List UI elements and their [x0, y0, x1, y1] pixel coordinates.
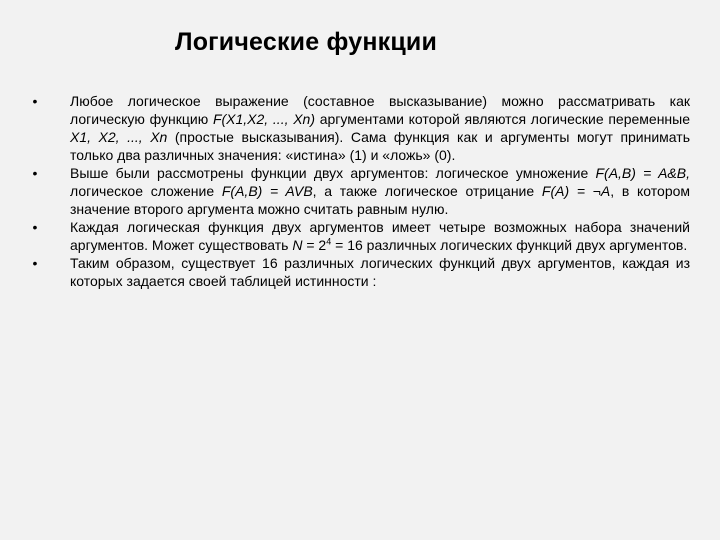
item-text: Любое логическое выражение (составное высказывание) можно рассматривать как логическую функцию — [70, 93, 690, 127]
list-item — [30, 92, 690, 164]
item-formula: N — [292, 237, 303, 253]
bullet-icon: • — [32, 255, 38, 271]
bullet-list — [30, 92, 690, 290]
item-superscript: 4 — [326, 236, 332, 247]
list-item — [30, 218, 690, 254]
item-text: Таким образом, существует 16 различных логических функций двух аргументов, каждая из которых задается своей таблицей истинности : — [70, 255, 690, 289]
item-text: (простые высказывания). Сама функция как и аргументы могут принимать только два различных значения: «истина» (1) и «ложь» (0). — [70, 129, 690, 163]
item-formula: X1, X2, ..., Xn — [70, 129, 168, 145]
item-text: аргументами которой являются логические переменные — [315, 111, 690, 127]
list-item — [30, 254, 690, 290]
item-text: Каждая логическая функция двух аргументов имеет четыре возможных набора значений аргументов. Может существовать — [70, 219, 690, 253]
item-formula: F(A,B) = A&B, — [595, 165, 690, 181]
item-text: = 2 — [302, 237, 327, 253]
bullet-icon: • — [32, 219, 38, 235]
item-text: Выше были рассмотрены функции двух аргументов: логическое умножение — [70, 165, 596, 181]
item-text: , а также логическое отрицание — [312, 183, 542, 199]
bullet-icon: • — [32, 165, 38, 181]
slide-title: Логические функции — [174, 28, 438, 56]
list-item — [30, 164, 690, 218]
item-text: логическое сложение — [70, 183, 222, 199]
item-formula: F(A,B) = AVB — [221, 183, 313, 199]
item-formula: F(X1,X2, ..., Xn) — [212, 111, 315, 127]
bullet-icon: • — [32, 93, 38, 109]
item-formula: F(A) = ¬A — [541, 183, 611, 199]
item-text: , в котором значение второго аргумента можно считать равным нулю. — [70, 183, 691, 217]
item-text: = 16 различных логических функций двух аргументов. — [331, 237, 688, 253]
